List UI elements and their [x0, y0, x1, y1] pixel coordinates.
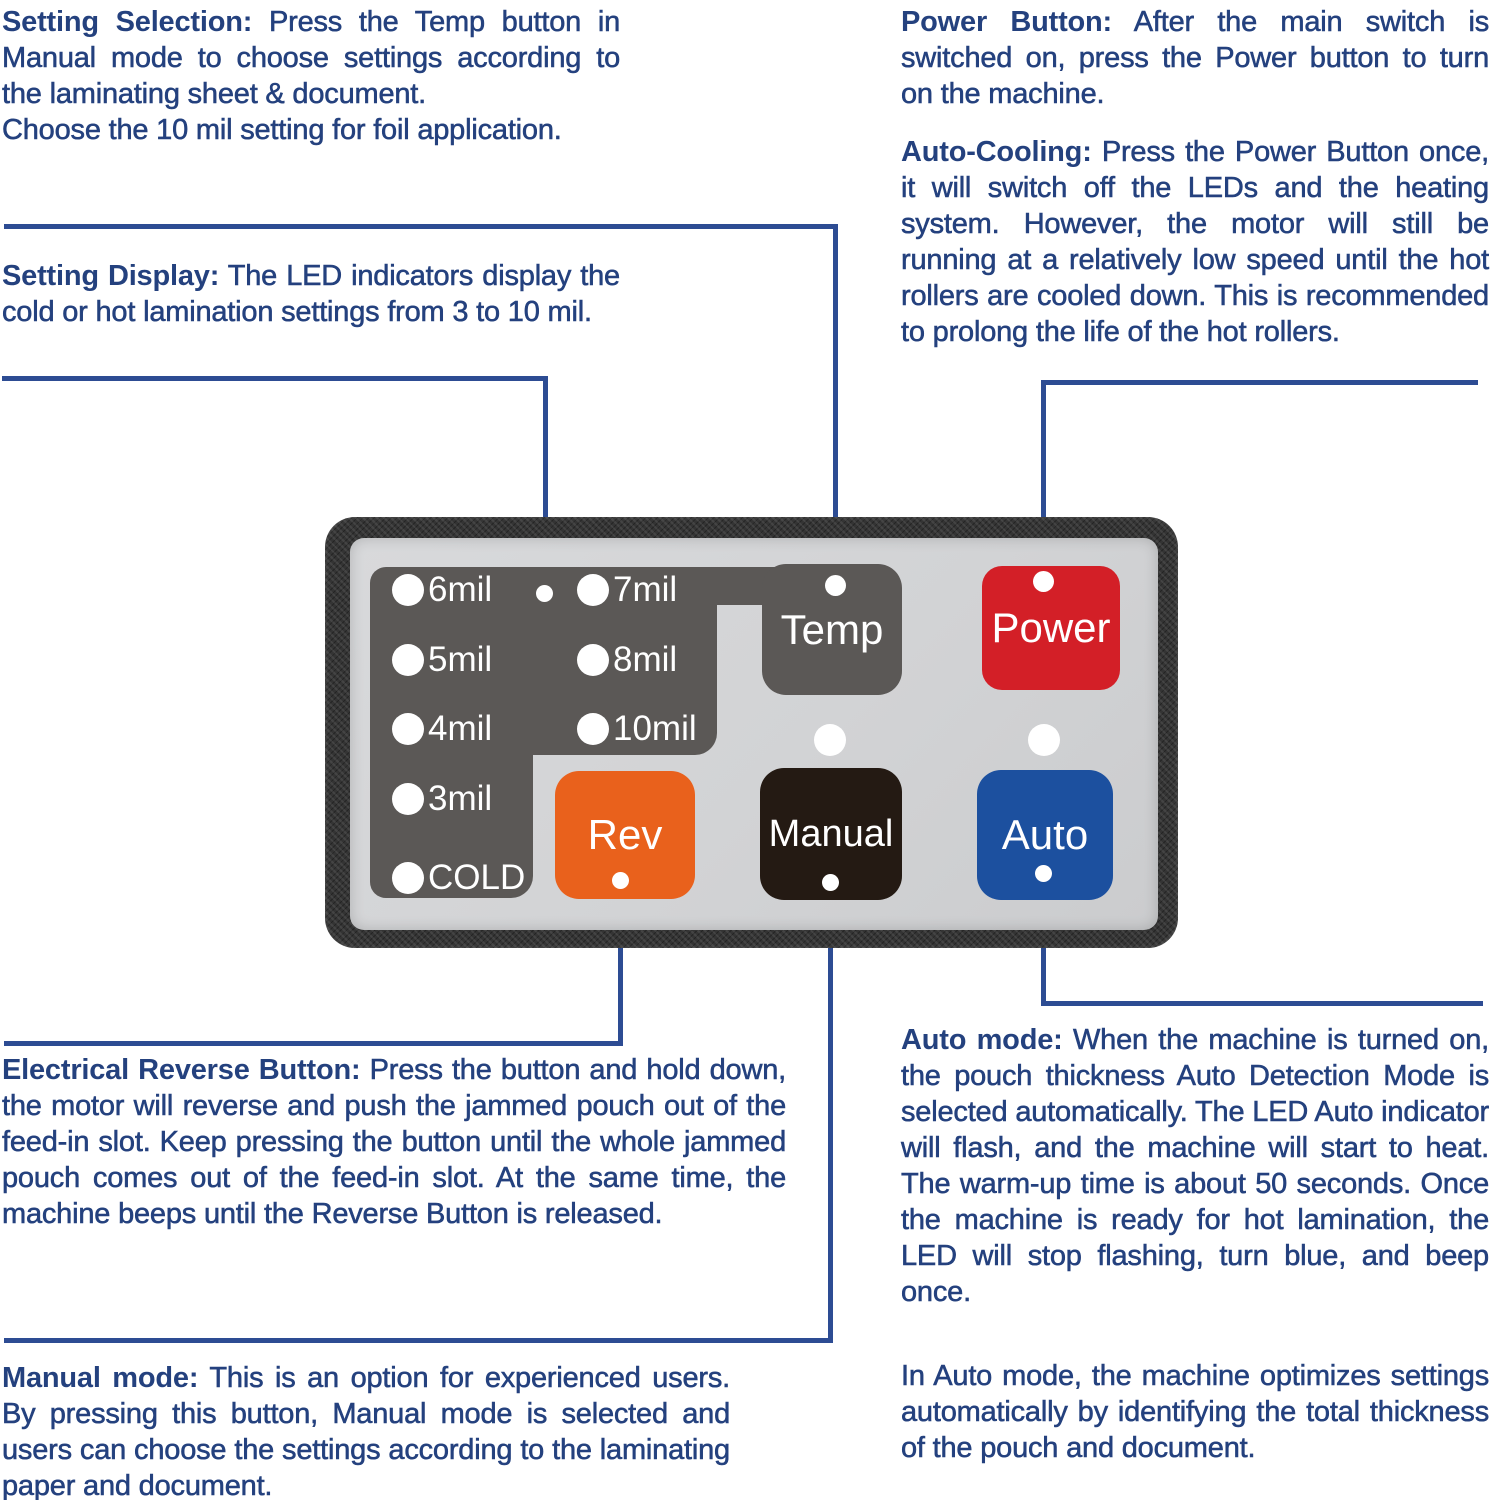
led-5mil-label: 5mil [428, 640, 493, 679]
electrical-reverse-text: Press the button and hold down, the motor will reverse and push the jammed pouch out of the feed-in slot. Keep pressing the button until the whole jammed pouch comes out of the feed-in slot. At the same time, the machine beeps until the Reverse Button is released. [2, 1054, 786, 1230]
setting-selection-text2: Choose the 10 mil setting for foil application. [2, 114, 562, 146]
setting-selection-label: Setting Selection: [2, 6, 253, 38]
power-button-label: Power Button: [901, 6, 1113, 38]
manual-mode-led-icon [814, 724, 846, 756]
manual-connector-v [828, 880, 833, 1340]
auto-connector-h [1041, 1001, 1483, 1006]
led-cold-label: COLD [428, 858, 526, 897]
power-button-note [901, 4, 1489, 112]
led-4mil-icon [392, 713, 424, 745]
electrical-reverse-label: Electrical Reverse Button: [2, 1054, 361, 1086]
temp-button[interactable]: Temp [762, 564, 902, 695]
led-10mil-icon [577, 713, 609, 745]
led-4mil-label: 4mil [428, 709, 493, 748]
led-8mil-icon [577, 644, 609, 676]
led-10mil-label: 10mil [613, 709, 697, 748]
setting-selection-text: Press the Temp button in Manual mode to choose settings according to the laminating sheet & document. [2, 6, 620, 110]
rev-anchor-dot [612, 872, 629, 889]
led-7mil-icon [577, 574, 609, 606]
manual-anchor-dot [822, 874, 839, 891]
auto-cooling-text: Press the Power Button once, it will switch off the LEDs and the heating system. However, the motor will still be running at a relatively low speed until the hot rollers are cooled down. This is recommended to prolong the life of the hot rollers. [901, 136, 1489, 348]
led-cold-icon [392, 862, 424, 894]
temp-anchor-dot [825, 575, 846, 596]
manual-connector-h [4, 1338, 833, 1343]
led-3mil-icon [392, 783, 424, 815]
auto-mode-label: Auto mode: [901, 1024, 1063, 1056]
rev-button[interactable]: Rev [555, 771, 695, 899]
setting-display-note [2, 258, 620, 330]
power-connector-h [1041, 380, 1478, 385]
manual-mode-label: Manual mode: [2, 1362, 199, 1394]
led-6mil-label: 6mil [428, 570, 493, 609]
setting-display-label: Setting Display: [2, 260, 220, 292]
auto-cooling-label: Auto-Cooling: [901, 136, 1092, 168]
auto-button[interactable]: Auto [977, 770, 1113, 900]
setting-display-text: The LED indicators display the cold or hot lamination settings from 3 to 10 mil. [2, 260, 620, 328]
led-3mil-label: 3mil [428, 779, 493, 818]
auto-mode-text: When the machine is turned on, the pouch thickness Auto Detection Mode is selected automatically. The LED Auto indicator will flash, and the machine will start to heat. The warm-up time is about 50 seconds. Once the machine is ready for hot lamination, the LED will stop flashing, turn blue, and beep once. [901, 1024, 1489, 1308]
rev-connector-h [4, 1041, 623, 1046]
led-6mil-icon [392, 574, 424, 606]
led-5mil-icon [392, 644, 424, 676]
setting-display-connector-h [2, 376, 548, 381]
manual-mode-text: This is an option for experienced users. By pressing this button, Manual mode is selected and users can choose the settings according to the laminating paper and document. [2, 1362, 730, 1500]
setting-selection-note [2, 4, 620, 148]
auto-mode-led-icon [1028, 724, 1060, 756]
setting-display-anchor-dot [536, 585, 553, 602]
auto-cooling-note [901, 134, 1489, 350]
electrical-reverse-note [2, 1052, 786, 1232]
auto-mode-note [901, 1022, 1489, 1310]
power-button-text: After the main switch is switched on, press the Power button to turn on the machine. [901, 6, 1489, 110]
auto-mode-text-2: In Auto mode, the machine optimizes settings automatically by identifying the total thickness of the pouch and document. [901, 1360, 1489, 1464]
auto-anchor-dot [1035, 865, 1052, 882]
power-anchor-dot [1033, 571, 1054, 592]
manual-button[interactable]: Manual [760, 768, 902, 900]
auto-mode-note-2 [901, 1358, 1489, 1466]
led-7mil-label: 7mil [613, 570, 678, 609]
manual-mode-note [2, 1360, 730, 1500]
power-button[interactable]: Power [982, 566, 1120, 690]
setting-selection-connector-h [4, 224, 838, 229]
led-8mil-label: 8mil [613, 640, 678, 679]
